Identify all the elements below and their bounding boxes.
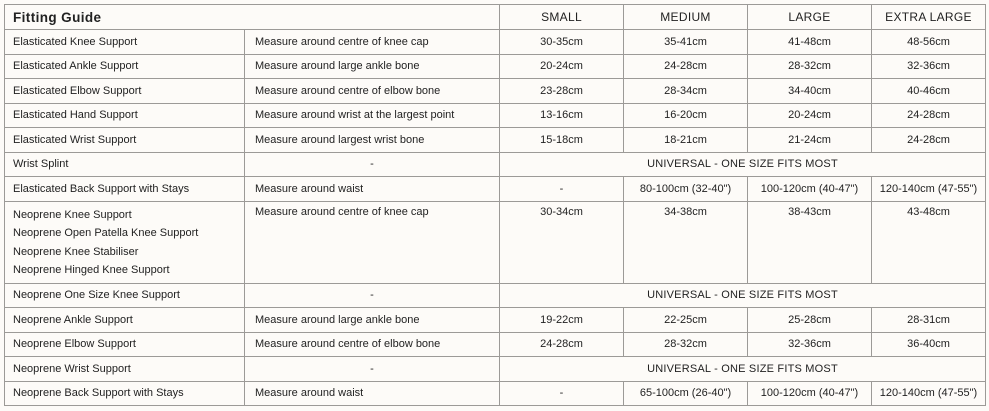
product-name-group	[5, 201, 245, 283]
universal-size-note: UNIVERSAL - ONE SIZE FITS MOST	[500, 152, 986, 177]
size-small: 19-22cm	[500, 308, 624, 333]
size-medium: 18-21cm	[624, 128, 748, 153]
size-large: 100-120cm (40-47")	[748, 177, 872, 202]
measure-instruction: Measure around wrist at the largest point	[245, 103, 500, 128]
size-large: 25-28cm	[748, 308, 872, 333]
measure-instruction: Measure around centre of elbow bone	[245, 79, 500, 104]
size-medium: 16-20cm	[624, 103, 748, 128]
product-name: Neoprene Knee Stabiliser	[13, 245, 139, 258]
measure-instruction: -	[245, 357, 500, 382]
size-extra-large: 24-28cm	[872, 103, 986, 128]
measure-instruction: Measure around large ankle bone	[245, 308, 500, 333]
size-extra-large: 40-46cm	[872, 79, 986, 104]
size-small: 23-28cm	[500, 79, 624, 104]
size-extra-large: 120-140cm (47-55")	[872, 381, 986, 406]
table-row	[5, 128, 986, 153]
product-name: Neoprene Knee Support	[13, 208, 132, 221]
table-row	[5, 152, 986, 177]
universal-size-note: UNIVERSAL - ONE SIZE FITS MOST	[500, 283, 986, 308]
size-small: 30-35cm	[500, 30, 624, 55]
size-medium: 24-28cm	[624, 54, 748, 79]
measure-instruction: Measure around waist	[245, 381, 500, 406]
measure-instruction: -	[245, 283, 500, 308]
size-medium: 28-34cm	[624, 79, 748, 104]
universal-size-note: UNIVERSAL - ONE SIZE FITS MOST	[500, 357, 986, 382]
measure-instruction: Measure around centre of elbow bone	[245, 332, 500, 357]
fitting-guide-table	[4, 4, 986, 406]
table-row	[5, 54, 986, 79]
size-small: -	[500, 177, 624, 202]
measure-instruction: Measure around centre of knee cap	[245, 201, 500, 283]
size-large: 34-40cm	[748, 79, 872, 104]
table-row	[5, 79, 986, 104]
size-small: -	[500, 381, 624, 406]
table-row	[5, 30, 986, 55]
product-name: Neoprene Open Patella Knee Support	[13, 227, 199, 239]
size-large: 38-43cm	[748, 201, 872, 283]
size-large: 21-24cm	[748, 128, 872, 153]
size-large: 32-36cm	[748, 332, 872, 357]
size-extra-large: 28-31cm	[872, 308, 986, 333]
product-name: Elasticated Hand Support	[5, 103, 245, 128]
size-medium: 28-32cm	[624, 332, 748, 357]
size-large: 100-120cm (40-47")	[748, 381, 872, 406]
size-extra-large: 36-40cm	[872, 332, 986, 357]
size-small: 20-24cm	[500, 54, 624, 79]
size-large: 20-24cm	[748, 103, 872, 128]
product-name: Neoprene Back Support with Stays	[5, 381, 245, 406]
table-row	[5, 201, 986, 283]
size-medium: 22-25cm	[624, 308, 748, 333]
measure-instruction: -	[245, 152, 500, 177]
size-extra-large: 120-140cm (47-55")	[872, 177, 986, 202]
table-row	[5, 177, 986, 202]
size-extra-large: 43-48cm	[872, 201, 986, 283]
table-row	[5, 308, 986, 333]
table-row	[5, 357, 986, 382]
product-name: Neoprene Hinged Knee Support	[13, 264, 170, 276]
product-name: Elasticated Wrist Support	[5, 128, 245, 153]
table-row	[5, 332, 986, 357]
table-row	[5, 283, 986, 308]
size-large: 41-48cm	[748, 30, 872, 55]
col-small-header: SMALL	[500, 5, 624, 30]
measure-instruction: Measure around centre of knee cap	[245, 30, 500, 55]
measure-instruction: Measure around large ankle bone	[245, 54, 500, 79]
col-medium-header: MEDIUM	[624, 5, 748, 30]
size-small: 30-34cm	[500, 201, 624, 283]
size-small: 13-16cm	[500, 103, 624, 128]
size-extra-large: 32-36cm	[872, 54, 986, 79]
table-row	[5, 381, 986, 406]
product-name: Elasticated Back Support with Stays	[5, 177, 245, 202]
product-name: Wrist Splint	[5, 152, 245, 177]
product-name: Neoprene Ankle Support	[5, 308, 245, 333]
size-small: 24-28cm	[500, 332, 624, 357]
header-row	[5, 5, 986, 30]
size-medium: 65-100cm (26-40")	[624, 381, 748, 406]
table-row	[5, 103, 986, 128]
col-extra-large-header: EXTRA LARGE	[872, 5, 986, 30]
product-name: Neoprene Wrist Support	[5, 357, 245, 382]
product-name: Elasticated Elbow Support	[5, 79, 245, 104]
product-name: Neoprene Elbow Support	[5, 332, 245, 357]
size-large: 28-32cm	[748, 54, 872, 79]
size-medium: 34-38cm	[624, 201, 748, 283]
table-title: Fitting Guide	[5, 5, 500, 30]
product-name: Elasticated Ankle Support	[5, 54, 245, 79]
size-extra-large: 48-56cm	[872, 30, 986, 55]
size-medium: 80-100cm (32-40")	[624, 177, 748, 202]
measure-instruction: Measure around waist	[245, 177, 500, 202]
product-name: Elasticated Knee Support	[5, 30, 245, 55]
size-medium: 35-41cm	[624, 30, 748, 55]
size-extra-large: 24-28cm	[872, 128, 986, 153]
measure-instruction: Measure around largest wrist bone	[245, 128, 500, 153]
product-name: Neoprene One Size Knee Support	[5, 283, 245, 308]
col-large-header: LARGE	[748, 5, 872, 30]
size-small: 15-18cm	[500, 128, 624, 153]
